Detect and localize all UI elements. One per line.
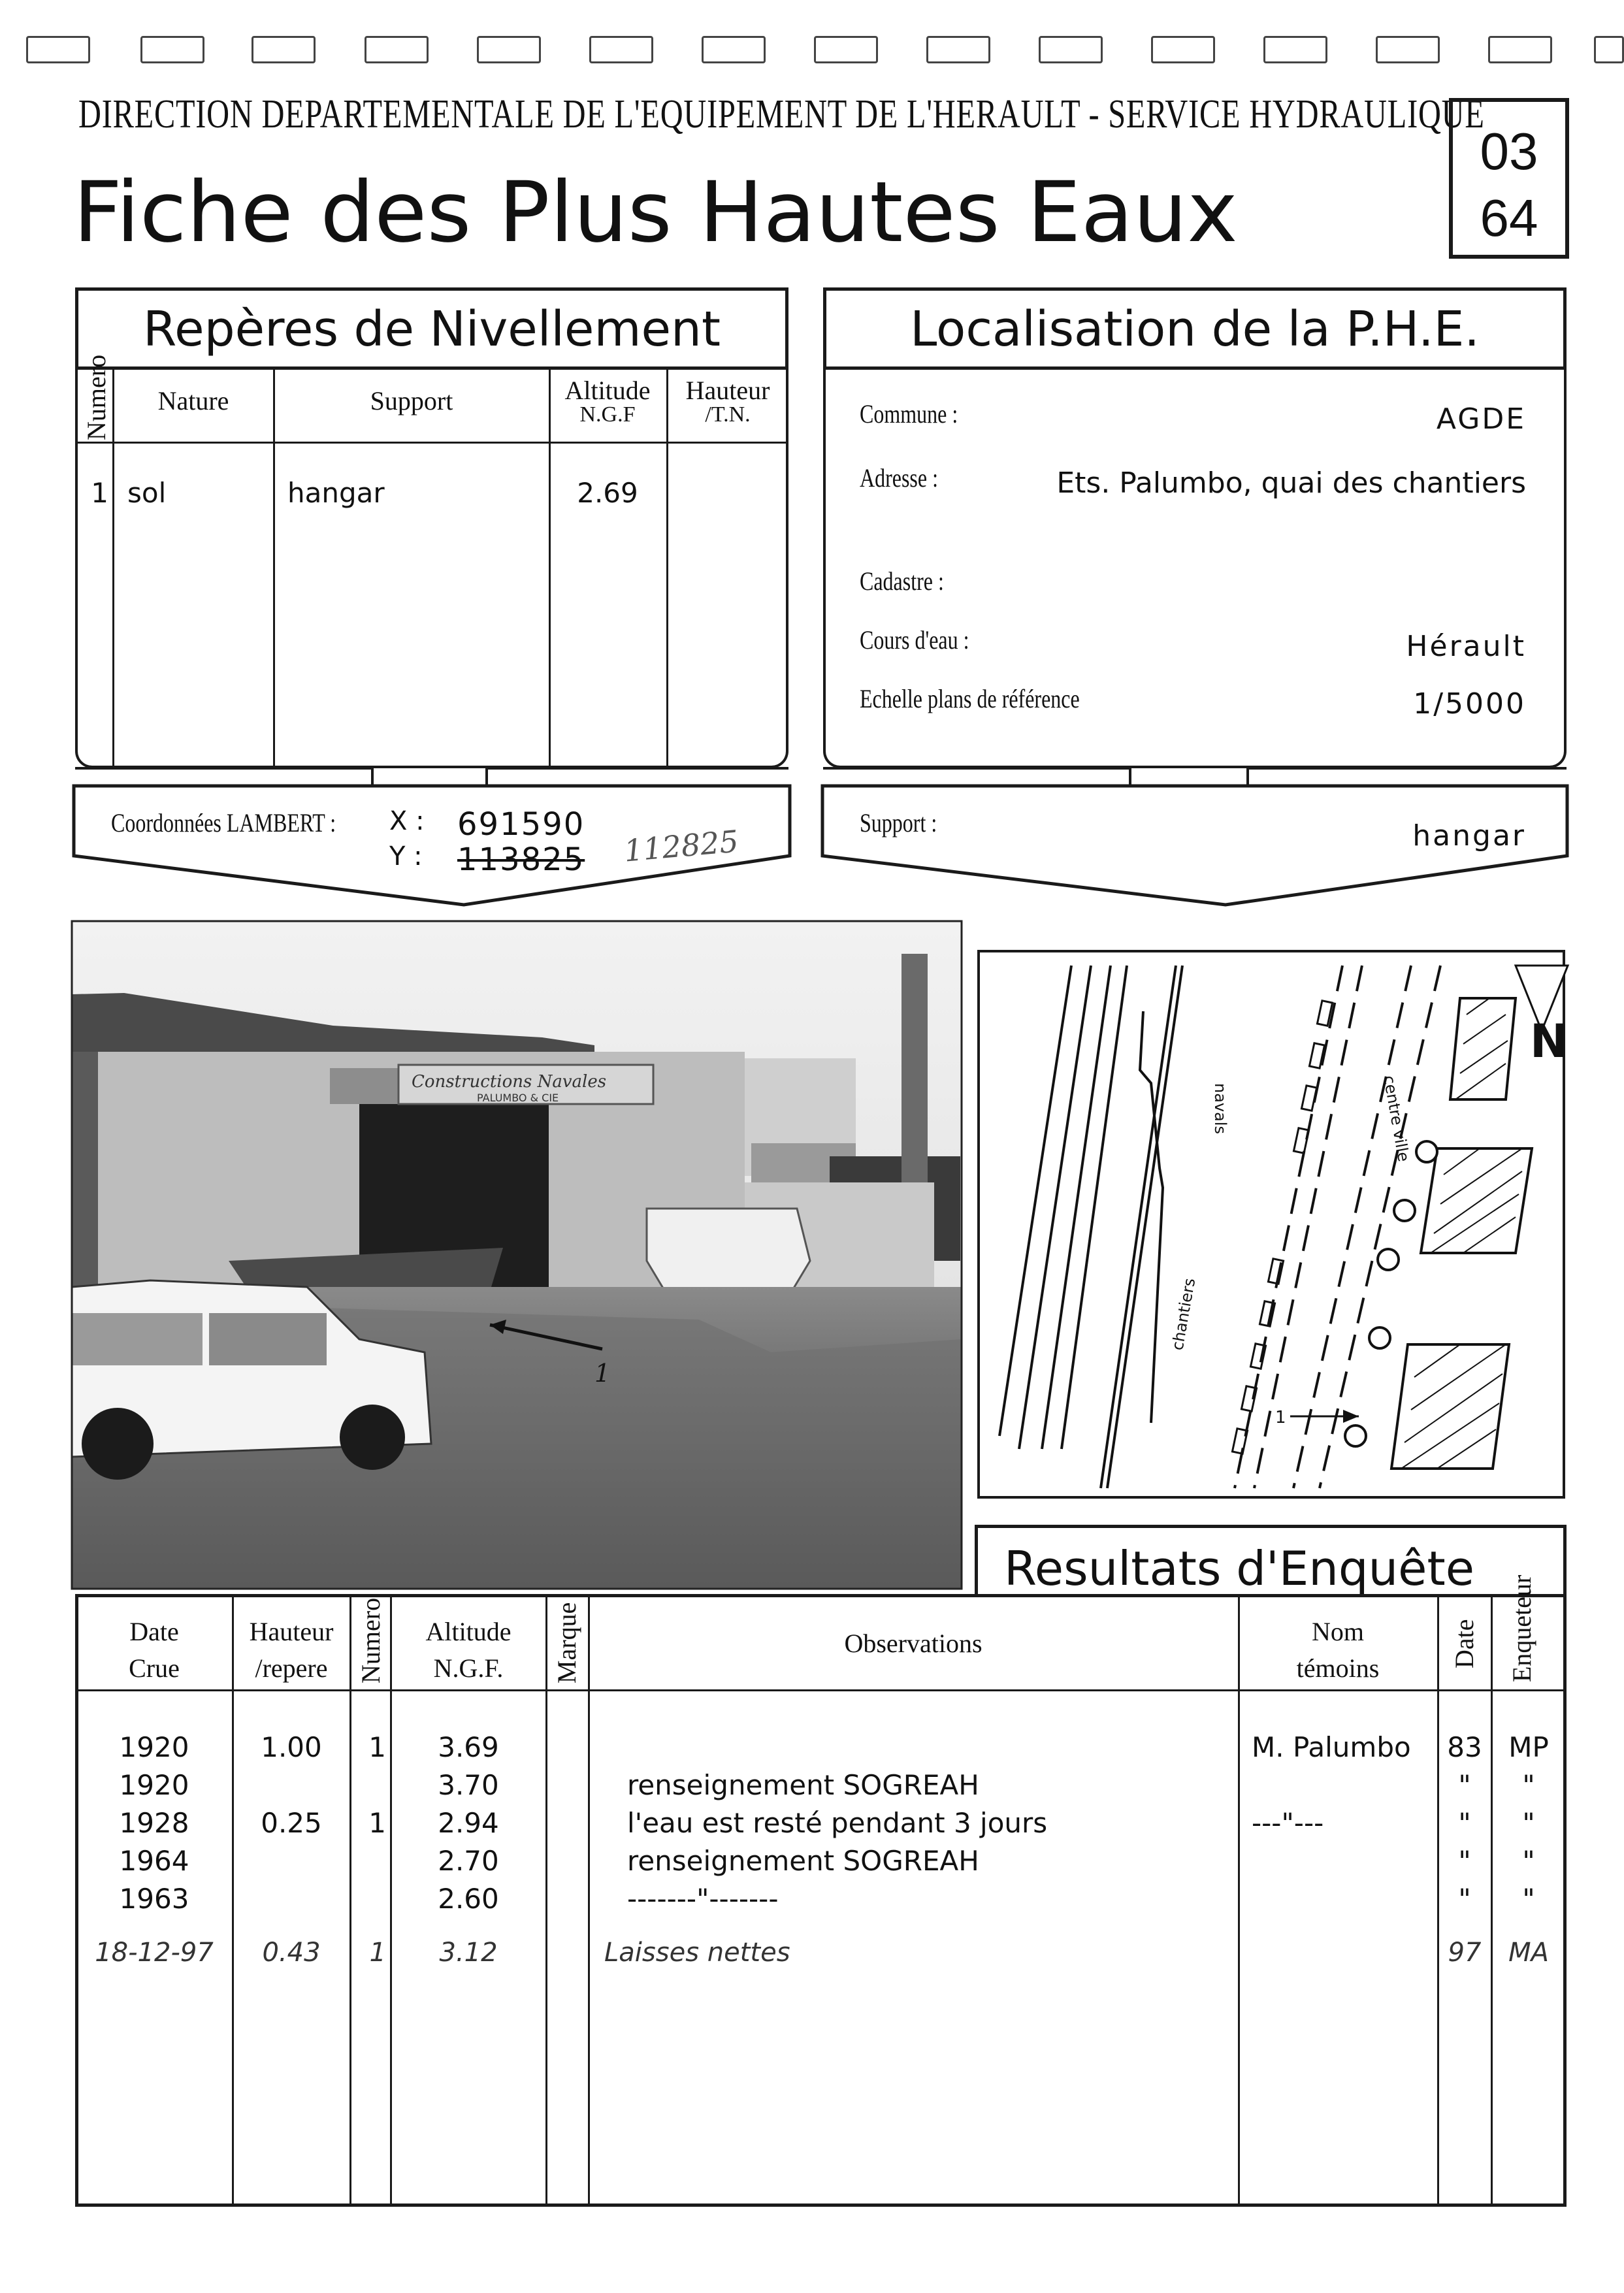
sheet-number-box [1449,98,1569,259]
echelle-label: Echelle plans de référence [860,684,1080,713]
col-date-enquete: Date [1450,1619,1479,1668]
row-date-enquete: " [1458,1883,1471,1915]
site-photo [72,921,962,1589]
agency-header: DIRECTION DEPARTEMENTALE DE L'EQUIPEMENT DE L'HERAULT - SERVICE HYDRAULIQUE [78,92,1485,137]
divider [1238,1597,1240,2204]
reperes-title-box [75,287,788,370]
repere-nature: sol [127,477,167,509]
row-date: 1920 [119,1731,189,1763]
row-enqueteur: " [1522,1845,1535,1877]
binder-hole [702,36,766,63]
binder-hole [589,36,653,63]
row-observation: Laisses nettes [604,1938,790,1968]
resultats-title: Resultats d'Enquête [1004,1541,1474,1596]
coords-y-value: 113825 [457,841,585,878]
row-date-enquete: 97 [1448,1938,1482,1968]
row-date-enquete: " [1458,1807,1471,1839]
row-date: 1963 [119,1883,189,1915]
cours-deau-label: Cours d'eau : [860,625,969,655]
reperes-table [75,354,788,768]
resultats-title-box [975,1525,1567,1597]
map-label-centre-ville: centre ville [1380,1074,1413,1163]
commune-label: Commune : [860,399,958,429]
header-divider [77,1689,1565,1691]
row-altitude: 2.70 [438,1845,499,1877]
cours-deau-value: Hérault [1406,630,1526,663]
row-observation: -------"------- [627,1883,779,1915]
row-nom: ---"--- [1252,1807,1324,1839]
row-observation: l'eau est resté pendant 3 jours [627,1807,1048,1839]
row-altitude: 3.70 [438,1769,499,1801]
row-date-enquete: " [1458,1769,1471,1801]
map-marker: 1 [1275,1408,1286,1427]
site-map [977,950,1568,1499]
adresse-value: Ets. Palumbo, quai des chantiers [1056,466,1526,500]
col-enqueteur: Enqueteur [1507,1574,1536,1683]
row-altitude: 3.12 [439,1938,498,1968]
col-hauteur [668,378,788,426]
col-altitude-ngf [392,1614,545,1687]
repere-numero: 1 [91,477,108,509]
header-divider [77,442,787,444]
row-date-enquete: " [1458,1845,1471,1877]
cadastre-label: Cadastre : [860,566,944,596]
commune-value: AGDE [1436,402,1526,436]
row-hauteur: 1.00 [261,1731,322,1763]
map-label-chantiers: chantiers [1168,1277,1199,1352]
row-date: 1964 [119,1845,189,1877]
binder-hole [1488,36,1552,63]
binder-hole [26,36,90,63]
map-drawing [980,952,1568,1496]
col-hauteur-repere-line1: Hauteur [249,1617,334,1646]
col-altitude-ngf-line1: Altitude [425,1617,512,1646]
divider [666,370,668,767]
col-nom-temoins [1240,1614,1436,1687]
col-date-crue-line2: Crue [129,1653,180,1683]
col-nature: Nature [157,386,229,415]
reperes-title: Repères de Nivellement [143,301,721,357]
col-numero: Numero [356,1597,385,1683]
col-hauteur-line1: Hauteur [685,376,770,405]
row-date-enquete: 83 [1447,1731,1482,1763]
adresse-label: Adresse : [860,463,938,493]
support-label: Support : [860,808,937,838]
row-enqueteur: MP [1508,1731,1549,1763]
row-date: 1920 [119,1769,189,1801]
col-marque: Marque [552,1602,581,1683]
page-title: Fiche des Plus Hautes Eaux [73,164,1238,261]
row-numero: 1 [369,1938,386,1968]
photo-marker: 1 [594,1359,611,1388]
col-support: Support [370,386,453,415]
col-observations: Observations [844,1629,983,1658]
col-date-crue-line1: Date [129,1617,179,1646]
photo-sign-text: Constructions Navales [412,1072,607,1092]
coords-y-correction: 112825 [622,823,740,869]
coords-y-label: Y : [389,841,423,871]
divider [549,370,551,767]
row-enqueteur: " [1522,1769,1535,1801]
divider [545,1597,547,2204]
col-altitude [550,378,665,426]
map-north: N [1530,1015,1568,1068]
binder-hole [1376,36,1440,63]
col-date-crue [78,1614,230,1687]
binder-hole [1263,36,1327,63]
col-hauteur-repere [234,1614,349,1687]
col-altitude-line1: Altitude [564,376,651,405]
support-value: hangar [1412,819,1526,853]
row-observation: renseignement SOGREAH [627,1845,979,1877]
row-enqueteur: " [1522,1883,1535,1915]
row-date: 1928 [119,1807,189,1839]
divider [273,370,275,767]
coords-x-value: 691590 [457,806,585,843]
localisation-title-box [823,287,1567,370]
repere-altitude: 2.69 [577,477,638,509]
row-numero: 1 [368,1807,386,1839]
binder-hole [1594,36,1624,63]
divider [588,1597,590,2204]
binder-hole [252,36,316,63]
binder-hole [814,36,878,63]
binder-hole [365,36,429,63]
localisation-title: Localisation de la P.H.E. [910,301,1480,357]
coords-x-label: X : [389,806,425,836]
row-altitude: 2.94 [438,1807,499,1839]
coords-label: Coordonnées LAMBERT : [111,808,336,838]
echelle-value: 1/5000 [1413,687,1526,721]
row-hauteur: 0.43 [262,1938,321,1968]
row-enqueteur: MA [1508,1938,1549,1968]
binder-hole [140,36,204,63]
col-hauteur-line2: /T.N. [705,402,751,427]
col-altitude-line2: N.G.F [579,402,636,427]
row-altitude: 3.69 [438,1731,499,1763]
divider [112,370,114,767]
row-numero: 1 [368,1731,386,1763]
repere-support: hangar [287,477,385,509]
col-hauteur-repere-line2: /repere [255,1653,328,1683]
binder-hole [1039,36,1103,63]
row-hauteur: 0.25 [261,1807,322,1839]
col-nom-temoins-line2: témoins [1296,1653,1380,1683]
col-altitude-ngf-line2: N.G.F. [433,1653,504,1683]
binder-hole [1151,36,1215,63]
row-date: 18-12-97 [95,1938,214,1968]
binder-hole [477,36,541,63]
row-observation: renseignement SOGREAH [627,1769,979,1801]
binder-hole [926,36,990,63]
divider [349,1597,351,2204]
sheet-number-top: 03 [1480,122,1538,180]
sheet-number-bottom: 64 [1480,189,1538,247]
row-enqueteur: " [1522,1807,1535,1839]
row-nom: M. Palumbo [1252,1731,1411,1763]
col-nom-temoins-line1: Nom [1312,1617,1364,1646]
divider [232,1597,234,2204]
map-label-navals: navals [1211,1083,1229,1134]
row-altitude: 2.60 [438,1883,499,1915]
photo-sign-subtext: PALUMBO & CIE [477,1092,559,1104]
photo-drawing [72,921,962,1589]
col-numero: Numero [82,354,111,440]
